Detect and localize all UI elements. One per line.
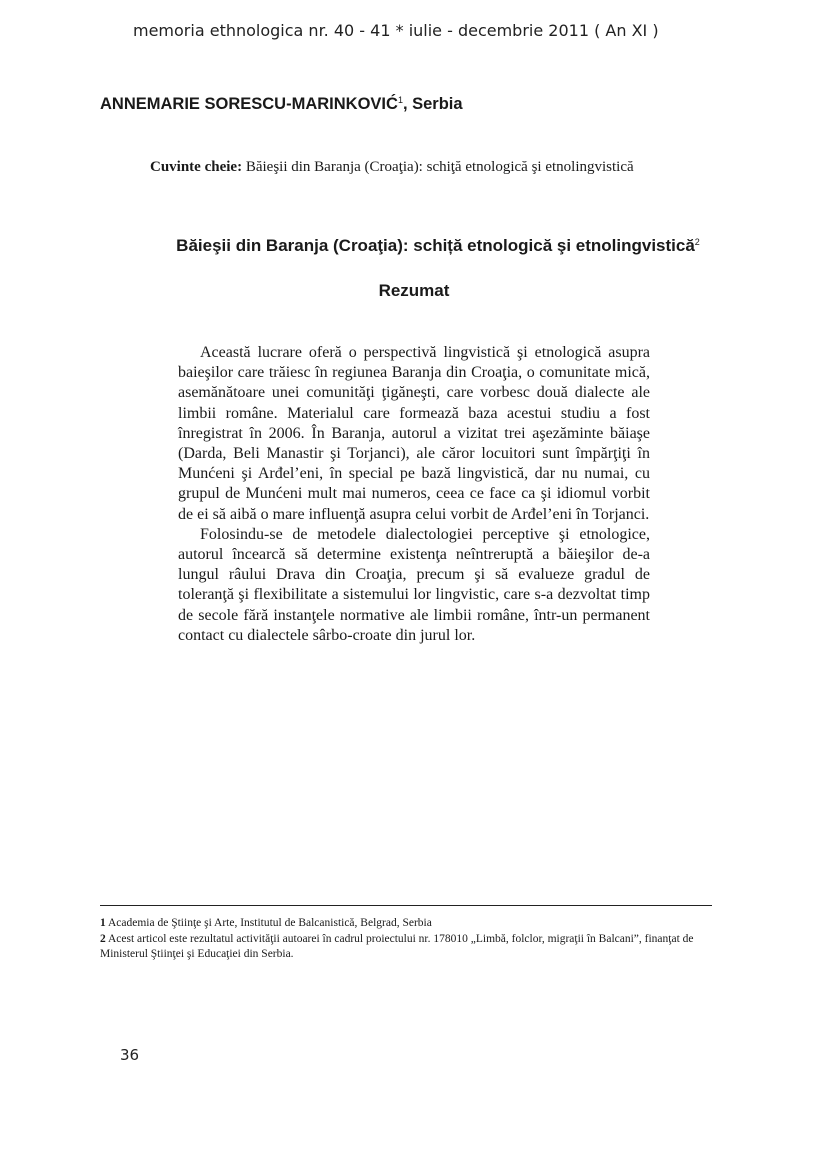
author-footnote-ref[interactable]: 1	[397, 95, 403, 105]
abstract-body	[178, 343, 650, 646]
author-line	[100, 95, 463, 114]
footnote-2-mark: 2	[100, 932, 106, 945]
footnote-2	[100, 932, 730, 963]
page-number: 36	[120, 1046, 140, 1064]
keywords-text: Băieşii din Baranja (Croaţia): schiţă etnologică şi etnolingvistică	[245, 159, 634, 175]
footnote-1-text: Academia de Ştiinţe şi Arte, Institutul de Balcanistică, Belgrad, Serbia	[105, 917, 432, 929]
author-name: ANNEMARIE SORESCU-MARINKOVIĆ	[100, 95, 398, 113]
article-title-text: Băieşii din Baranja (Croaţia): schiță etnologică şi etnolingvistică	[176, 236, 695, 255]
footnote-1	[100, 916, 730, 932]
footnote-separator	[100, 905, 712, 906]
keywords-label: Cuvinte cheie:	[150, 159, 243, 175]
section-heading	[0, 281, 826, 301]
abstract-paragraph-2: Folosindu-se de metodele dialectologiei perceptive şi etnologice, autorul încearcă să determine existenţa neîntreruptă a băieşilor de-a lungul râului Drava din Croaţia, precum şi să evalueze gradul de toleranţă şi flexibilitate a sistemului lor lingvistic, care s-a dezvoltat timp de secole fără instanţele normative ale limbii române, într-un permanent contact cu dialectele sârbo-croate din jurul lor.	[178, 525, 650, 644]
footnote-2-text: Acest articol este rezultatul activităţii autoarei în cadrul proiectului nr. 178010 „Limbă, folclor, migraţii în Balcani”, finanţat de Ministerul Ştiinţei şi Educaţiei din Serbia.	[100, 932, 694, 960]
author-country: , Serbia	[402, 95, 463, 113]
footnote-1-mark: 1	[100, 917, 106, 929]
running-header: memoria ethnologica nr. 40 - 41 * iulie - decembrie 2011 ( An XI )	[133, 21, 659, 40]
title-footnote-ref[interactable]: 2	[694, 237, 700, 247]
section-heading-text: Rezumat	[378, 281, 450, 300]
article-title	[0, 236, 826, 256]
keywords-line	[150, 159, 634, 176]
abstract-paragraph-1: Această lucrare oferă o perspectivă lingvistică şi etnologică asupra baieşilor care trăiesc în regiunea Baranja din Croaţia, o comunitate mică, asemănătoare unei comunităţi ţigăneşti, care vorbesc două dialecte ale limbii române. Materialul care formează baza acestui studiu a fost înregistrat în 2006. În Baranja, autorul a vizitat trei aşezăminte băiaşe (Darda, Beli Manastir şi Torjanci), ale căror locuitori sunt împărţiţi în Munćeni şi Arđel’eni, în special pe bază lingvistică, dar nu numai, cu grupul de Munćeni mult mai numeros, ceea ce face ca şi idiomul vorbit de ei să aibă o mare influenţă asupra celui vorbit de Arđel’eni în Torjanci.	[178, 344, 650, 523]
footnotes	[100, 916, 730, 963]
